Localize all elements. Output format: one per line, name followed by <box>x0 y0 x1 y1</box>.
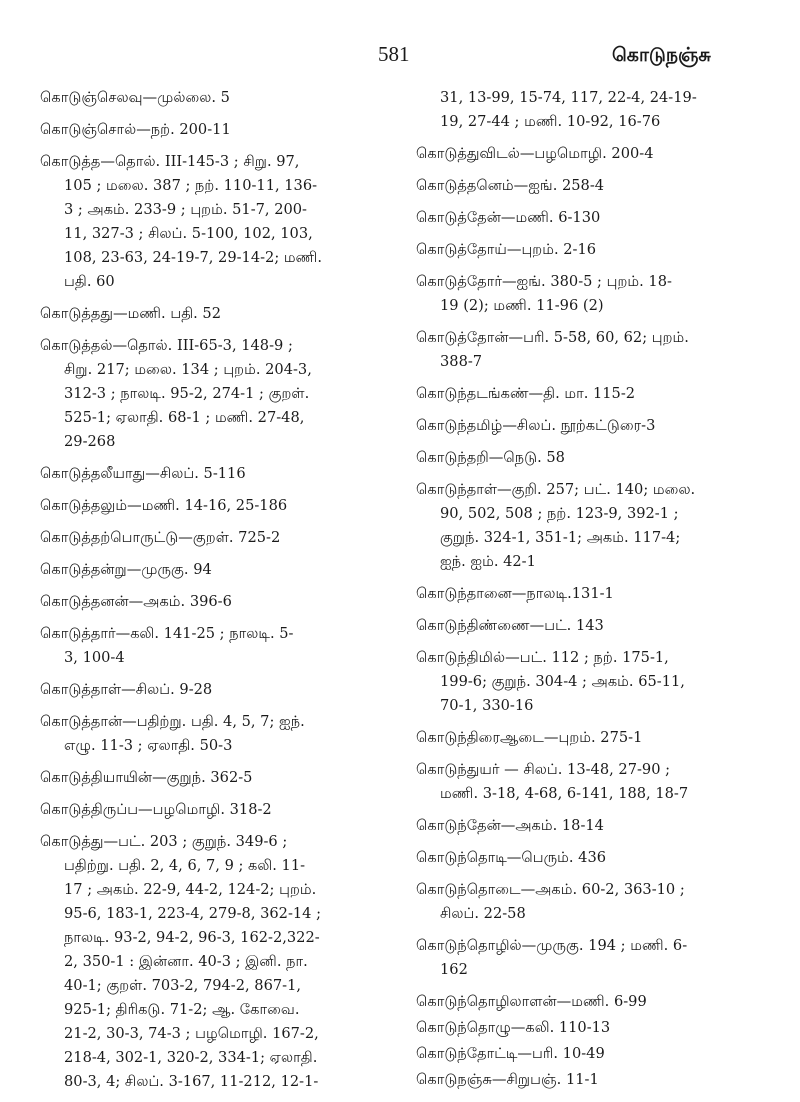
index-entry: கொடுத்தனெம்—ஐங். 258-4 <box>416 177 605 194</box>
index-entry: கொடுந்துயர் — சிலப். 13-48, 27-90 ; மணி. 3-18, 4-68, 6-141, 188, 18-7 <box>416 761 689 802</box>
index-entry: கொடுத்தல்—தொல். III-65-3, 148-9 ; சிறு. 217; மலை. 134 ; புறம். 204-3, 312-3 ; நாலடி. 95-2, 274-1 ; குறள். 525-1; ஏலாதி. 68-1 ; மணி. 27-48, 29-268 <box>40 337 312 450</box>
index-entry: கொடுத்தலும்—மணி. 14-16, 25-186 <box>40 497 288 514</box>
index-entry: கொடுத்தாள்—சிலப். 9-28 <box>40 681 213 698</box>
index-entry: கொடுந்தொடி—பெரும். 436 <box>416 849 607 866</box>
index-entry: கொடுந்திண்ணை—பட். 143 <box>416 617 604 634</box>
index-entry: கொடுத்திருப்ப—பழமொழி. 318-2 <box>40 801 272 818</box>
index-entry: கொடுத்தோர்—ஐங். 380-5 ; புறம். 18- 19 (2); மணி. 11-96 (2) <box>416 273 672 314</box>
index-entry: கொடுந்தொடை—அகம். 60-2, 363-10 ; சிலப். 22-58 <box>416 881 685 922</box>
index-entry: கொடுத்தலீயாது—சிலப். 5-116 <box>40 465 246 482</box>
index-entry: கொடுத்தற்பொருட்டு—குறள். 725-2 <box>40 529 281 546</box>
index-entry: கொடுந்தறி—நெடு. 58 <box>416 449 565 466</box>
index-entry: கொடுந்திமில்—பட். 112 ; நற். 175-1, 199-6; குறுந். 304-4 ; அகம். 65-11, 70-1, 330-16 <box>416 649 685 714</box>
index-entry: கொடுஞ்செலவு—முல்லை. 5 <box>40 89 230 106</box>
index-entry: கொடுத்தோன்—பரி. 5-58, 60, 62; புறம். 388-7 <box>416 329 689 370</box>
index-entry: கொடுந்தாள்—குறி. 257; பட். 140; மலை. 90, 502, 508 ; நற். 123-9, 392-1 ; குறுந். 324-1, 351-1; அகம். 117-4; ஐந். ஐம். 42-1 <box>416 481 696 570</box>
index-entry: கொடுந்தொழிலாளன்—மணி. 6-99 <box>416 993 647 1010</box>
index-entry: கொடுந்தமிழ்—சிலப். நூற்கட்டுரை-3 <box>416 417 656 434</box>
index-entry: கொடுந்தொழு—கலி. 110-13 <box>416 1019 611 1036</box>
index-entry: கொடுத்து—பட். 203 ; குறுந். 349-6 ; பதிற்று. பதி. 2, 4, 6, 7, 9 ; கலி. 11- 17 ; அகம். 22-9, 44-2, 124-2; புறம். 95-6, 183-1, 223-4, 279-8, 362-14 ; நாலடி. 93-2, 94-2, 96-3, 162-2,322- 2, 350-1 : இன்னா. 40-3 ; இனி. நா. 40-1; குறள். 703-2, 794-2, 867-1, 925-1; திரிகடு. 71-2; ஆ. கோவை. 21-2, 30-3, 74-3 ; பழமொழி. 167-2, 218-4, 302-1, 320-2, 334-1; ஏலாதி. 80-3, 4; சிலப். 3-167, 11-212, 12-1- <box>40 833 322 1090</box>
index-entry: கொடுத்த—தொல். III-145-3 ; சிறு. 97, 105 ; மலை. 387 ; நற். 110-11, 136- 3 ; அகம். 233-9 ; புறம். 51-7, 200- 11, 327-3 ; சிலப். 5-100, 102, 103, 108, 23-63, 24-19-7, 29-14-2; மணி. பதி. 60 <box>40 153 322 290</box>
index-entry: கொடுத்தார்—கலி. 141-25 ; நாலடி. 5- 3, 100-4 <box>40 625 294 666</box>
index-entry-continued: 31, 13-99, 15-74, 117, 22-4, 24-19- 19, 27-44 ; மணி. 10-92, 16-76 <box>440 89 697 130</box>
index-entry: கொடுந்திரைஆடை—புறம். 275-1 <box>416 729 643 746</box>
right-column <box>416 86 782 1094</box>
page-number: 581 <box>378 42 410 66</box>
index-entry: கொடுஞ்சொல்—நற். 200-11 <box>40 121 231 138</box>
index-entry: கொடுத்தேன்—மணி. 6-130 <box>416 209 601 226</box>
index-entry: கொடுத்துவிடல்—பழமொழி. 200-4 <box>416 145 654 162</box>
index-entry: கொடுத்தனன்—அகம். 396-6 <box>40 593 232 610</box>
index-entry: கொடுந்தொழில்—முருகு. 194 ; மணி. 6- 162 <box>416 937 688 978</box>
index-entry: கொடுந்தடங்கண்—தி. மா. 115-2 <box>416 385 636 402</box>
index-entry: கொடுத்தோய்—புறம். 2-16 <box>416 241 597 258</box>
index-entry: கொடுநஞ்சு—சிறுபஞ். 11-1 <box>416 1071 599 1088</box>
index-entry: கொடுத்தது—மணி. பதி. 52 <box>40 305 221 322</box>
index-entry: கொடுத்தியாயின்—குறுந். 362-5 <box>40 769 253 786</box>
index-entry: கொடுத்தன்று—முருகு. 94 <box>40 561 212 578</box>
running-head: கொடுநஞ்சு <box>612 44 711 66</box>
index-entry: கொடுந்தானை—நாலடி.131-1 <box>416 585 614 602</box>
index-entry: கொடுத்தான்—பதிற்று. பதி. 4, 5, 7; ஐந். எழு. 11-3 ; ஏலாதி. 50-3 <box>40 713 305 754</box>
index-entry: கொடுந்தோட்டி—பரி. 10-49 <box>416 1045 605 1062</box>
index-entry: கொடுந்தேன்—அகம். 18-14 <box>416 817 604 834</box>
left-column <box>40 86 392 1102</box>
